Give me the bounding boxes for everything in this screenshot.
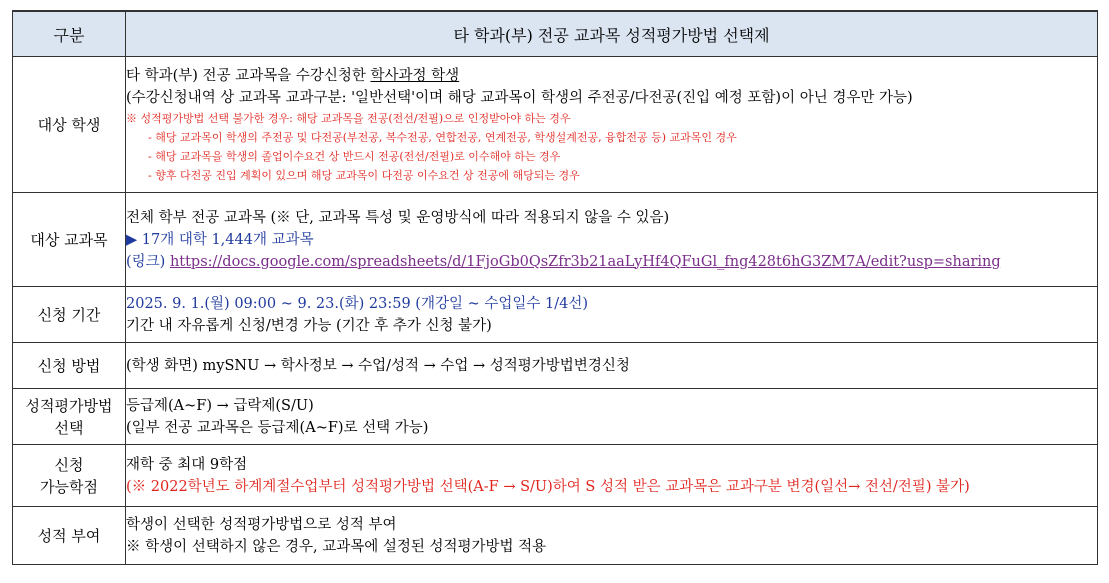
method-path: (학생 화면) mySNU → 학사정보 → 수업/성적 → 수업 → 성적평가방법변경신청 xyxy=(126,357,630,374)
grading-choice-label-1: 성적평가방법 xyxy=(25,396,113,415)
target-students-line1 xyxy=(126,65,1097,87)
course-list-link[interactable]: https://docs.google.com/spreadsheets/d/1FjoGb0QsZfr3b21aaLyHf4QFuGl_fng428t6hG3ZM7A/edit?usp=sharing xyxy=(169,253,1001,270)
row-grading-choice xyxy=(13,389,1098,445)
row-content-grade-award xyxy=(126,507,1098,565)
row-label-method: 신청 방법 xyxy=(13,343,126,389)
row-target-courses xyxy=(13,193,1098,287)
row-target-students xyxy=(13,57,1098,193)
exclusion-note-item: - 해당 교과목을 학생의 졸업이수요건 상 반드시 전공(전선/전필)로 이수해야 하는 경우 xyxy=(148,149,561,163)
exclusion-note-item: - 해당 교과목이 학생의 주전공 및 다전공(부전공, 복수전공, 연합전공, 연계전공, 학생설계전공, 융합전공 등) 교과목인 경우 xyxy=(148,130,737,144)
target-students-text: 타 학과(부) 전공 교과목을 수강신청한 xyxy=(126,67,371,84)
row-label-target-students: 대상 학생 xyxy=(13,57,126,193)
target-courses-line1: 전체 학부 전공 교과목 (※ 단, 교과목 특성 및 운영방식에 따라 적용되지 않을 수 있음) xyxy=(126,209,670,226)
target-courses-count: ▶ 17개 대학 1,444개 교과목 xyxy=(126,231,314,248)
credits-max: 재학 중 최대 9학점 xyxy=(126,456,248,473)
row-method xyxy=(13,343,1098,389)
exclusion-note-title: ※ 성적평가방법 선택 불가한 경우: 해당 교과목을 전공(전선/전필)으로 인정받아야 하는 경우 xyxy=(126,111,571,125)
grading-choice-label-2: 선택 xyxy=(54,418,84,437)
credits-label-1: 신청 xyxy=(54,455,84,474)
row-content-grading-choice xyxy=(126,389,1098,445)
row-period xyxy=(13,287,1098,343)
row-content-target-students xyxy=(126,57,1098,193)
grade-award-line2: ※ 학생이 선택하지 않은 경우, 교과목에 설정된 성적평가방법 적용 xyxy=(126,538,547,555)
grading-choice-line2: (일부 전공 교과목은 등급제(A~F)로 선택 가능) xyxy=(126,419,429,436)
header-title: 타 학과(부) 전공 교과목 성적평가방법 선택제 xyxy=(126,11,1098,57)
header-row xyxy=(13,11,1098,57)
credits-label-2: 가능학점 xyxy=(40,477,98,496)
row-label-target-courses: 대상 교과목 xyxy=(13,193,126,287)
target-courses-link-line xyxy=(126,251,1097,273)
row-content-credits xyxy=(126,445,1098,507)
exclusion-note-item: - 향후 다전공 진입 계획이 있으며 해당 교과목이 다전공 이수요건 상 전공에 해당되는 경우 xyxy=(148,168,580,182)
row-label-credits xyxy=(13,445,126,507)
row-label-period: 신청 기간 xyxy=(13,287,126,343)
row-content-target-courses xyxy=(126,193,1098,287)
row-credits xyxy=(13,445,1098,507)
target-students-underlined: 학사과정 학생 xyxy=(370,67,460,84)
row-content-method xyxy=(126,343,1098,389)
period-note: 기간 내 자유롭게 신청/변경 가능 (기간 후 추가 신청 불가) xyxy=(126,317,492,334)
header-category: 구분 xyxy=(13,11,126,57)
row-label-grade-award: 성적 부여 xyxy=(13,507,126,565)
row-content-period xyxy=(126,287,1098,343)
row-label-grading-choice xyxy=(13,389,126,445)
target-students-line2: (수강신청내역 상 교과목 교과구분: '일반선택'이며 해당 교과목이 학생의 주전공/다전공(진입 예정 포함)이 아닌 경우만 가능) xyxy=(126,89,913,106)
info-table xyxy=(12,10,1098,565)
grade-award-line1: 학생이 선택한 성적평가방법으로 성적 부여 xyxy=(126,516,397,533)
credits-restriction: (※ 2022학년도 하계계절수업부터 성적평가방법 선택(A-F → S/U)하여 S 성적 받은 교과목은 교과구분 변경(일선→ 전선/전필) 불가) xyxy=(126,478,970,495)
period-dates: 2025. 9. 1.(월) 09:00 ~ 9. 23.(화) 23:59 (개강일 ~ 수업일수 1/4선) xyxy=(126,295,588,312)
link-prefix: (링크) xyxy=(126,253,170,270)
row-grade-award xyxy=(13,507,1098,565)
grading-choice-line1: 등급제(A~F) → 급락제(S/U) xyxy=(126,397,314,414)
